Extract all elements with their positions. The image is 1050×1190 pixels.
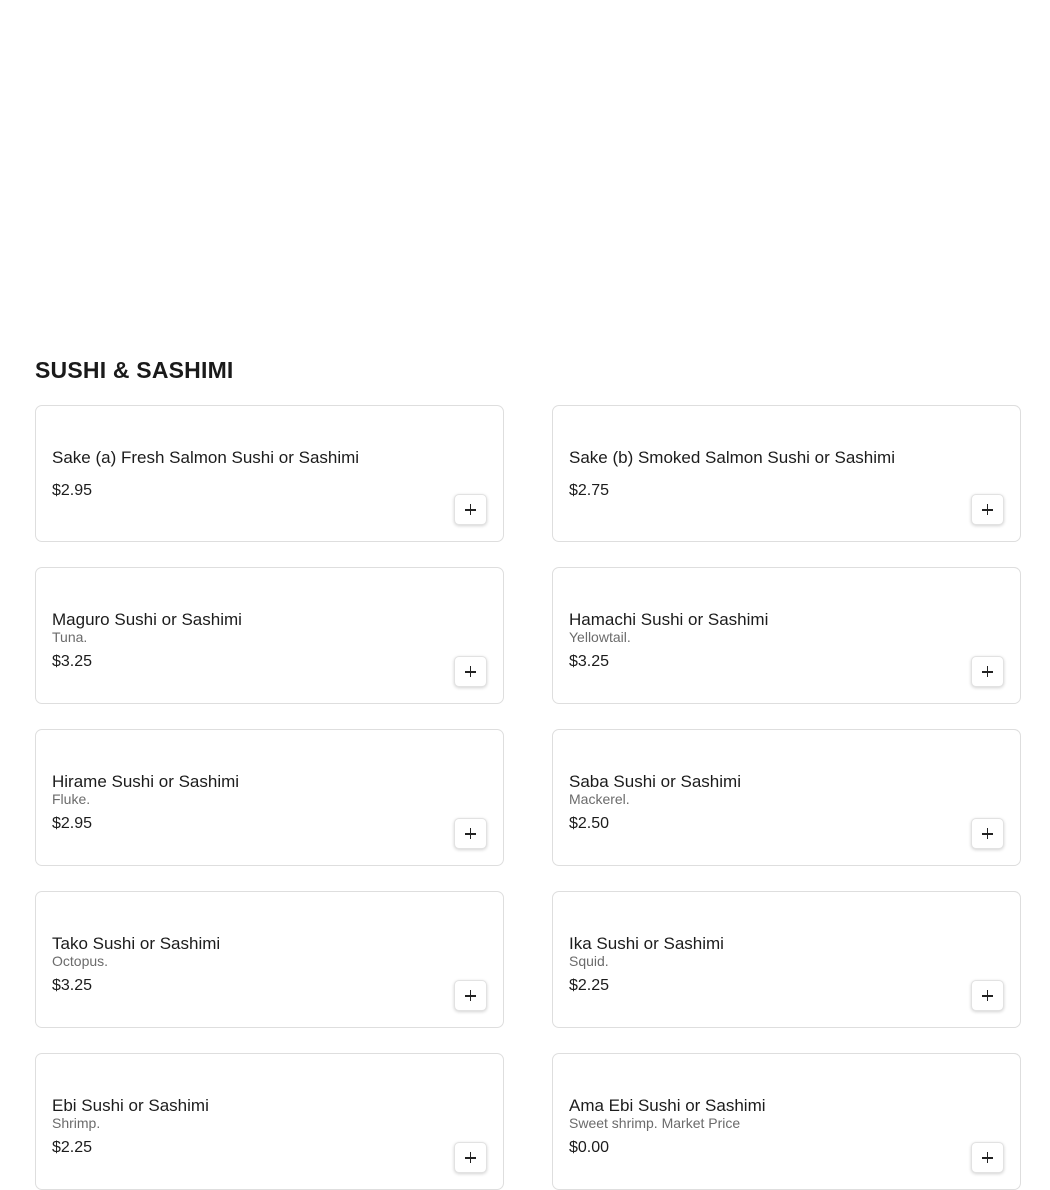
item-name: Hamachi Sushi or Sashimi bbox=[569, 610, 769, 629]
item-name: Saba Sushi or Sashimi bbox=[569, 772, 741, 791]
item-description: Yellowtail. bbox=[569, 629, 631, 645]
item-price: $2.95 bbox=[52, 815, 93, 832]
item-description: Tuna. bbox=[52, 629, 88, 645]
add-item-button[interactable] bbox=[454, 980, 487, 1011]
item-price: $2.25 bbox=[569, 977, 610, 994]
menu-item-card[interactable] bbox=[552, 729, 1021, 866]
item-description: Sweet shrimp. Market Price bbox=[569, 1115, 741, 1131]
add-item-button[interactable] bbox=[971, 980, 1004, 1011]
item-price: $2.50 bbox=[569, 815, 610, 832]
menu-section-sushi-sashimi bbox=[35, 352, 1021, 1156]
menu-item-card[interactable] bbox=[35, 1053, 504, 1190]
plus-icon bbox=[982, 504, 993, 515]
add-item-button[interactable] bbox=[971, 1142, 1004, 1173]
menu-item-card[interactable] bbox=[552, 405, 1021, 542]
item-name: Sake (a) Fresh Salmon Sushi or Sashimi bbox=[52, 448, 360, 467]
item-description: Mackerel. bbox=[569, 791, 630, 807]
menu-item-card[interactable] bbox=[552, 891, 1021, 1028]
add-item-button[interactable] bbox=[971, 494, 1004, 525]
plus-icon bbox=[465, 990, 476, 1001]
item-name: Hirame Sushi or Sashimi bbox=[52, 772, 240, 791]
menu-item-card[interactable] bbox=[35, 891, 504, 1028]
plus-icon bbox=[982, 1152, 993, 1163]
item-description: Octopus. bbox=[52, 953, 109, 969]
item-price: $0.00 bbox=[569, 1139, 610, 1156]
item-name: Tako Sushi or Sashimi bbox=[52, 934, 221, 953]
item-name: Maguro Sushi or Sashimi bbox=[52, 610, 242, 629]
plus-icon bbox=[465, 504, 476, 515]
menu-item-card[interactable] bbox=[35, 729, 504, 866]
item-price: $2.25 bbox=[52, 1139, 93, 1156]
item-description: Shrimp. bbox=[52, 1115, 101, 1131]
item-name: Ika Sushi or Sashimi bbox=[569, 934, 724, 953]
item-description: Squid. bbox=[569, 953, 609, 969]
item-price: $3.25 bbox=[569, 653, 610, 670]
plus-icon bbox=[982, 990, 993, 1001]
add-item-button[interactable] bbox=[971, 818, 1004, 849]
plus-icon bbox=[465, 1152, 476, 1163]
add-item-button[interactable] bbox=[971, 656, 1004, 687]
section-title: SUSHI & SASHIMI bbox=[35, 357, 234, 383]
item-name: Ebi Sushi or Sashimi bbox=[52, 1096, 209, 1115]
menu-item-card[interactable] bbox=[35, 567, 504, 704]
item-price: $3.25 bbox=[52, 977, 93, 994]
menu-item-card[interactable] bbox=[552, 1053, 1021, 1190]
item-name: Ama Ebi Sushi or Sashimi bbox=[569, 1096, 766, 1115]
menu-items-grid bbox=[35, 405, 1021, 1190]
item-price: $2.75 bbox=[569, 482, 610, 499]
item-price: $3.25 bbox=[52, 653, 93, 670]
plus-icon bbox=[982, 666, 993, 677]
plus-icon bbox=[465, 666, 476, 677]
item-price: $2.95 bbox=[52, 482, 93, 499]
add-item-button[interactable] bbox=[454, 818, 487, 849]
menu-item-card[interactable] bbox=[35, 405, 504, 542]
item-name: Sake (b) Smoked Salmon Sushi or Sashimi bbox=[569, 448, 895, 467]
plus-icon bbox=[982, 828, 993, 839]
add-item-button[interactable] bbox=[454, 1142, 487, 1173]
add-item-button[interactable] bbox=[454, 656, 487, 687]
item-description: Fluke. bbox=[52, 791, 91, 807]
add-item-button[interactable] bbox=[454, 494, 487, 525]
plus-icon bbox=[465, 828, 476, 839]
menu-item-card[interactable] bbox=[552, 567, 1021, 704]
